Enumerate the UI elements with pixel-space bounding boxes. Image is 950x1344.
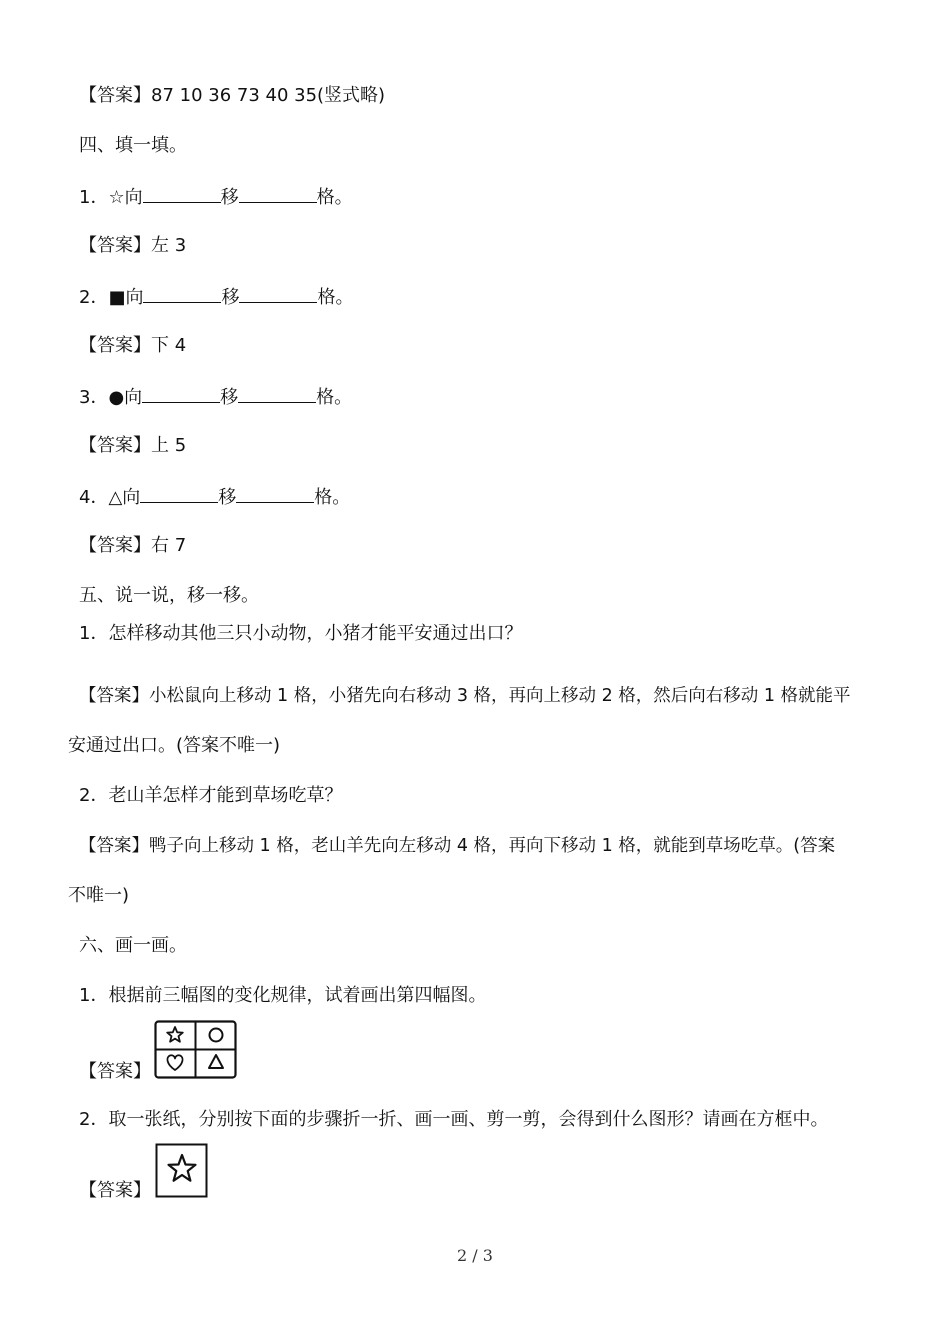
- answer-blank: [143, 184, 221, 203]
- triangle-icon: [209, 1055, 223, 1068]
- section5-title: 五、说一说，移一移。: [79, 585, 259, 606]
- sec4-question-2: [79, 284, 353, 310]
- sec4-question-4: [79, 484, 350, 510]
- q-prefix: 3．●向: [79, 387, 143, 408]
- q-end: 格。: [314, 487, 351, 508]
- q-prefix: 2．■向: [79, 287, 144, 308]
- answer-blank: [140, 484, 218, 503]
- sec5-question-2: 2．老山羊怎样才能到草场吃草？: [79, 785, 343, 806]
- star-box-answer: [155, 1143, 209, 1199]
- sec4-answer-1: 【答案】左 3: [79, 235, 187, 256]
- sec4-answer-2: 【答案】下 4: [79, 335, 187, 356]
- q-end: 格。: [316, 387, 353, 408]
- sec4-answer-4: 【答案】右 7: [79, 535, 187, 556]
- sec6-question-2: 2．取一张纸，分别按下面的步骤折一折、画一画、剪一剪，会得到什么图形？请画在方框中。: [79, 1109, 829, 1130]
- sec6-question-1: 1．根据前三幅图的变化规律，试着画出第四幅图。: [79, 985, 487, 1006]
- heart-icon: [167, 1055, 182, 1070]
- sec4-question-3: [79, 384, 352, 410]
- q-prefix: 4．△向: [79, 487, 141, 508]
- sec4-answer-3: 【答案】上 5: [79, 435, 187, 456]
- answer-blank: [142, 384, 220, 403]
- circle-icon: [210, 1029, 223, 1042]
- answer-blank: [239, 284, 317, 303]
- star-icon: [167, 1027, 183, 1042]
- q-mid: 移: [218, 487, 237, 508]
- q-mid: 移: [220, 387, 239, 408]
- sec5-question-1: 1．怎样移动其他三只小动物，小猪才能平安通过出口？: [79, 623, 523, 644]
- answer-blank: [236, 484, 314, 503]
- section6-title: 六、画一画。: [79, 935, 187, 956]
- q-prefix: 1．☆向: [79, 187, 143, 208]
- sec5-answer-2-line1: 【答案】鸭子向上移动 1 格，老山羊先向左移动 4 格，再向下移动 1 格，就能到草场吃草。(答案: [79, 836, 836, 856]
- answer-blank: [239, 184, 317, 203]
- star-icon: [169, 1155, 196, 1181]
- sec6-answer-2-label: 【答案】: [79, 1180, 151, 1201]
- sec6-answer-1-label: 【答案】: [79, 1061, 151, 1082]
- sec5-answer-2-line2: 不唯一): [68, 885, 130, 906]
- q-mid: 移: [221, 287, 240, 308]
- sec4-question-1: [79, 184, 353, 210]
- answer-blank: [143, 284, 221, 303]
- section3-answer: 【答案】87 10 36 73 40 35(竖式略): [79, 85, 386, 106]
- sec5-answer-1-line1: 【答案】小松鼠向上移动 1 格，小猪先向右移动 3 格，再向上移动 2 格，然后向右移动 1 格就能平: [79, 686, 851, 706]
- sec5-answer-1-line2: 安通过出口。(答案不唯一): [68, 735, 281, 756]
- q-mid: 移: [220, 187, 239, 208]
- shape-grid-answer: [154, 1020, 238, 1080]
- q-end: 格。: [316, 187, 353, 208]
- section4-title: 四、填一填。: [79, 135, 187, 156]
- page-number: 2 / 3: [457, 1246, 493, 1265]
- q-end: 格。: [317, 287, 354, 308]
- answer-blank: [238, 384, 316, 403]
